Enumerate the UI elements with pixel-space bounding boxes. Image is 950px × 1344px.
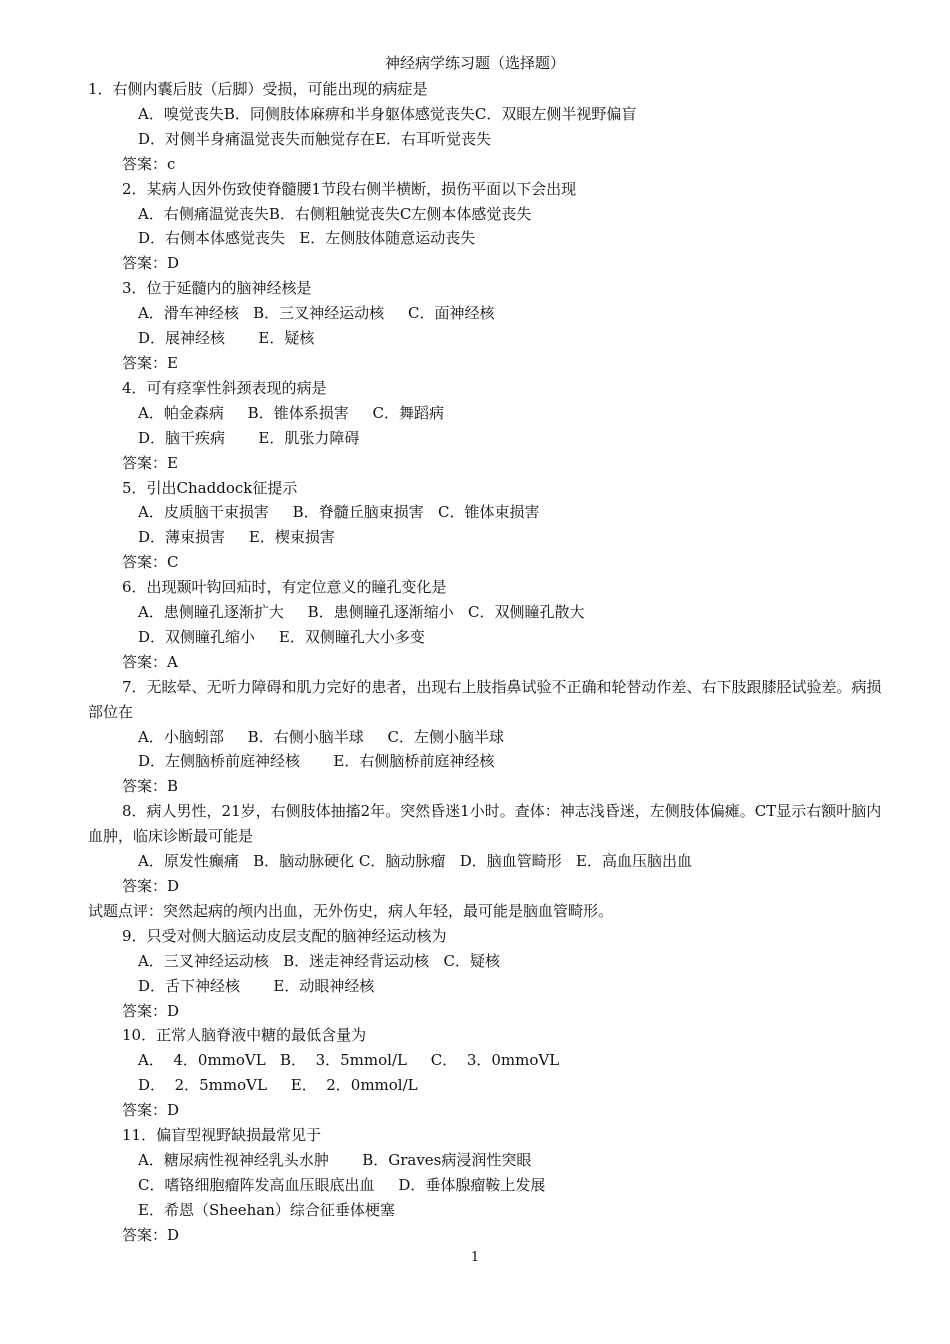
question-text: 10．正常人脑脊液中糖的最低含量为 — [122, 1026, 367, 1045]
option-line: D．右侧本体感觉丧失 E．左侧肢体随意运动丧失 — [138, 229, 476, 248]
option-line: A．糖尿病性视神经乳头水肿 B．Graves病浸润性突眼 — [138, 1150, 532, 1169]
question-list — [88, 77, 888, 1248]
option-line: D．舌下神经核 E．动眼神经核 — [138, 976, 375, 995]
answer-line: 答案：D — [122, 877, 180, 895]
answer-line: 答案：C — [122, 553, 179, 572]
option-line: A．皮质脑干束损害 B．脊髓丘脑束损害 C．锥体束损害 — [138, 503, 540, 522]
option-line: D．左侧脑桥前庭神经核 E．右侧脑桥前庭神经核 — [138, 752, 495, 771]
answer-line: 答案：E — [122, 453, 178, 472]
option-line: E．希恩（Sheehan）综合征垂体梗塞 — [138, 1200, 395, 1219]
question-text: 7．无眩晕、无听力障碍和肌力完好的患者，出现右上肢指鼻试验不正确和轮替动作差、右下肢跟膝胫试验差。病损部位在 — [88, 677, 882, 721]
question-text: 4．可有痉挛性斜颈表现的病是 — [122, 378, 327, 397]
answer-line: 答案：D — [122, 254, 180, 273]
option-line: A．原发性癫痛 B．脑动脉硬化 C．脑动脉瘤 D．脑血管畸形 E．高血压脑出血 — [138, 852, 692, 871]
answer-line: 答案：D — [122, 1101, 180, 1120]
option-line: A． 4．0mmoVL B． 3．5mmol/L C． 3．0mmoVL — [138, 1051, 560, 1070]
option-line: D．脑干疾病 E．肌张力障碍 — [138, 428, 360, 447]
question-text: 2．某病人因外伤致使脊髓腰1节段右侧半横断，损伤平面以下会出现 — [122, 179, 577, 198]
page-title: 神经病学练习题（选择题） — [384, 54, 565, 72]
option-line: D． 2．5mmoVL E． 2．0mmol/L — [138, 1076, 418, 1095]
option-line: A．小脑蚓部 B．右侧小脑半球 C．左侧小脑半球 — [138, 727, 505, 746]
option-line: C．嗜铬细胞瘤阵发高血压眼底出血 D．垂体腺瘤鞍上发展 — [138, 1175, 546, 1194]
question-text: 11．偏盲型视野缺损最常见于 — [122, 1126, 322, 1145]
answer-line: 答案：E — [122, 353, 178, 372]
option-line: A．三叉神经运动核 B．迷走神经背运动核 C．疑核 — [138, 951, 500, 970]
question-text: 5．引出Chaddock征提示 — [122, 478, 298, 497]
option-line: D．展神经核 E．疑核 — [138, 329, 315, 348]
question-text: 8．病人男性，21岁，右侧肢体抽搐2年。突然昏迷1小时。查体：神志浅昏迷，左侧肢体偏瘫。CT显示右额叶脑内血肿，临床诊断最可能是 — [88, 802, 882, 846]
option-line: A．嗅觉丧失B．同侧肢体麻痹和半身躯体感觉丧失C．双眼左侧半视野偏盲 — [138, 104, 637, 123]
answer-line: 答案：D — [122, 1225, 180, 1244]
option-line: D．双侧瞳孔缩小 E．双侧瞳孔大小多变 — [138, 627, 425, 646]
answer-line: 答案：D — [122, 1001, 180, 1020]
option-line: A．患侧瞳孔逐渐扩大 B．患侧瞳孔逐渐缩小 C．双侧瞳孔散大 — [138, 603, 585, 622]
question-text: 1．右侧内囊后肢（后脚）受损，可能出现的病症是 — [88, 80, 428, 98]
answer-line: 答案：c — [122, 154, 176, 173]
answer-line: 答案：A — [122, 652, 178, 671]
explanation-line: 试题点评：突然起病的颅内出血，无外伤史，病人年轻，最可能是脑血管畸形。 — [88, 901, 614, 920]
option-line: D．薄束损害 E．楔束损害 — [138, 528, 335, 547]
page-number: 1 — [470, 1250, 480, 1265]
answer-line: 答案：B — [122, 777, 179, 796]
question-text: 3．位于延髓内的脑神经核是 — [122, 279, 312, 298]
option-line: D．对侧半身痛温觉丧失而触觉存在E．右耳听觉丧失 — [138, 129, 491, 148]
option-line: A．帕金森病 B．锥体系损害 C．舞蹈病 — [138, 403, 445, 422]
option-line: A．右侧痛温觉丧失B．右侧粗触觉丧失C左侧本体感觉丧失 — [138, 204, 532, 223]
question-text: 6．出现颞叶钩回疝时，有定位意义的瞳孔变化是 — [122, 578, 447, 597]
option-line: A．滑车神经核 B．三叉神经运动核 C．面神经核 — [138, 304, 495, 323]
question-text: 9．只受对侧大脑运动皮层支配的脑神经运动核为 — [122, 926, 447, 945]
